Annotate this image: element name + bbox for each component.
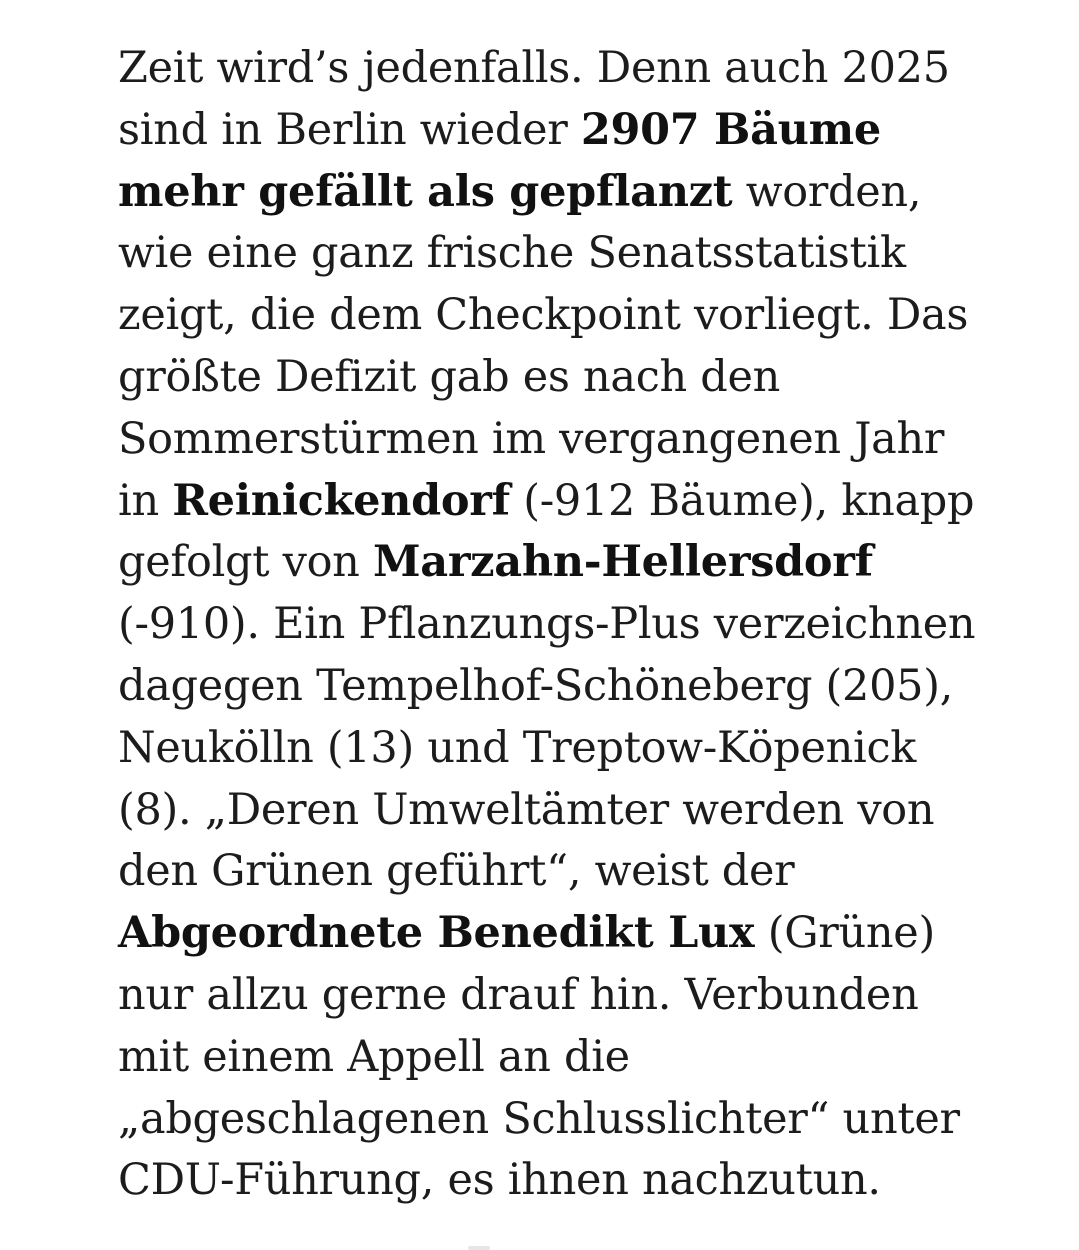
text-run: Zeit wird’s jedenfalls. Denn auch 2025 bbox=[118, 43, 950, 93]
text-line bbox=[118, 532, 1018, 594]
text-run: (-910). Ein Pflanzungs-Plus verzeichnen bbox=[118, 599, 976, 650]
bold-text: 2907 Bäume bbox=[580, 104, 881, 155]
text-run: zeigt, die dem Checkpoint vorliegt. Das bbox=[118, 290, 969, 341]
text-run: sind in Berlin wieder bbox=[118, 104, 581, 155]
text-run: mit einem Appell an die bbox=[118, 1031, 630, 1082]
text-line bbox=[118, 347, 1018, 409]
text-line bbox=[118, 841, 1018, 903]
text-run: den Grünen geführt“, weist der bbox=[118, 846, 795, 897]
text-line bbox=[118, 656, 1018, 718]
text-line bbox=[118, 471, 1018, 533]
text-run: (-912 Bäume), knapp bbox=[509, 475, 975, 526]
text-line bbox=[118, 594, 1018, 656]
text-line bbox=[118, 1027, 1018, 1089]
text-line bbox=[118, 780, 1018, 842]
text-run: gefolgt von bbox=[118, 537, 373, 588]
text-run: Sommerstürmen im vergangenen Jahr bbox=[118, 413, 945, 464]
text-line bbox=[118, 718, 1018, 780]
text-line bbox=[118, 1089, 1018, 1151]
text-run: worden, bbox=[732, 166, 922, 217]
text-run: dagegen Tempelhof-Schöneberg (205), bbox=[118, 660, 954, 711]
text-line bbox=[118, 1150, 1018, 1212]
text-run: wie eine ganz frische Senatsstatistik bbox=[118, 228, 906, 279]
text-run: (8). „Deren Umweltämter werden von bbox=[118, 784, 935, 835]
text-run: in bbox=[118, 475, 173, 526]
scroll-indicator bbox=[468, 1246, 490, 1250]
text-line bbox=[118, 162, 1018, 224]
text-line bbox=[118, 903, 1018, 965]
bold-text: mehr gefällt als gepflanzt bbox=[118, 166, 733, 217]
text-line bbox=[118, 409, 1018, 471]
article-paragraph bbox=[118, 38, 1018, 1212]
text-run: (Grüne) bbox=[754, 908, 935, 959]
text-line bbox=[118, 223, 1018, 285]
text-run: „abgeschlagenen Schlusslichter“ unter bbox=[118, 1093, 960, 1144]
text-line bbox=[118, 965, 1018, 1027]
text-run: Neukölln (13) und Treptow-Köpenick bbox=[118, 722, 917, 773]
bold-text: Abgeordnete Benedikt Lux bbox=[118, 908, 755, 959]
text-line bbox=[118, 38, 1018, 100]
text-run: CDU-Führung, es ihnen nachzutun. bbox=[118, 1155, 881, 1206]
bold-text: Reinickendorf bbox=[172, 475, 510, 526]
text-line bbox=[118, 100, 1018, 162]
bold-text: Marzahn-Hellersdorf bbox=[372, 537, 873, 588]
text-run: größte Defizit gab es nach den bbox=[118, 351, 781, 402]
text-run: nur allzu gerne drauf hin. Verbunden bbox=[118, 969, 919, 1020]
text-line bbox=[118, 285, 1018, 347]
